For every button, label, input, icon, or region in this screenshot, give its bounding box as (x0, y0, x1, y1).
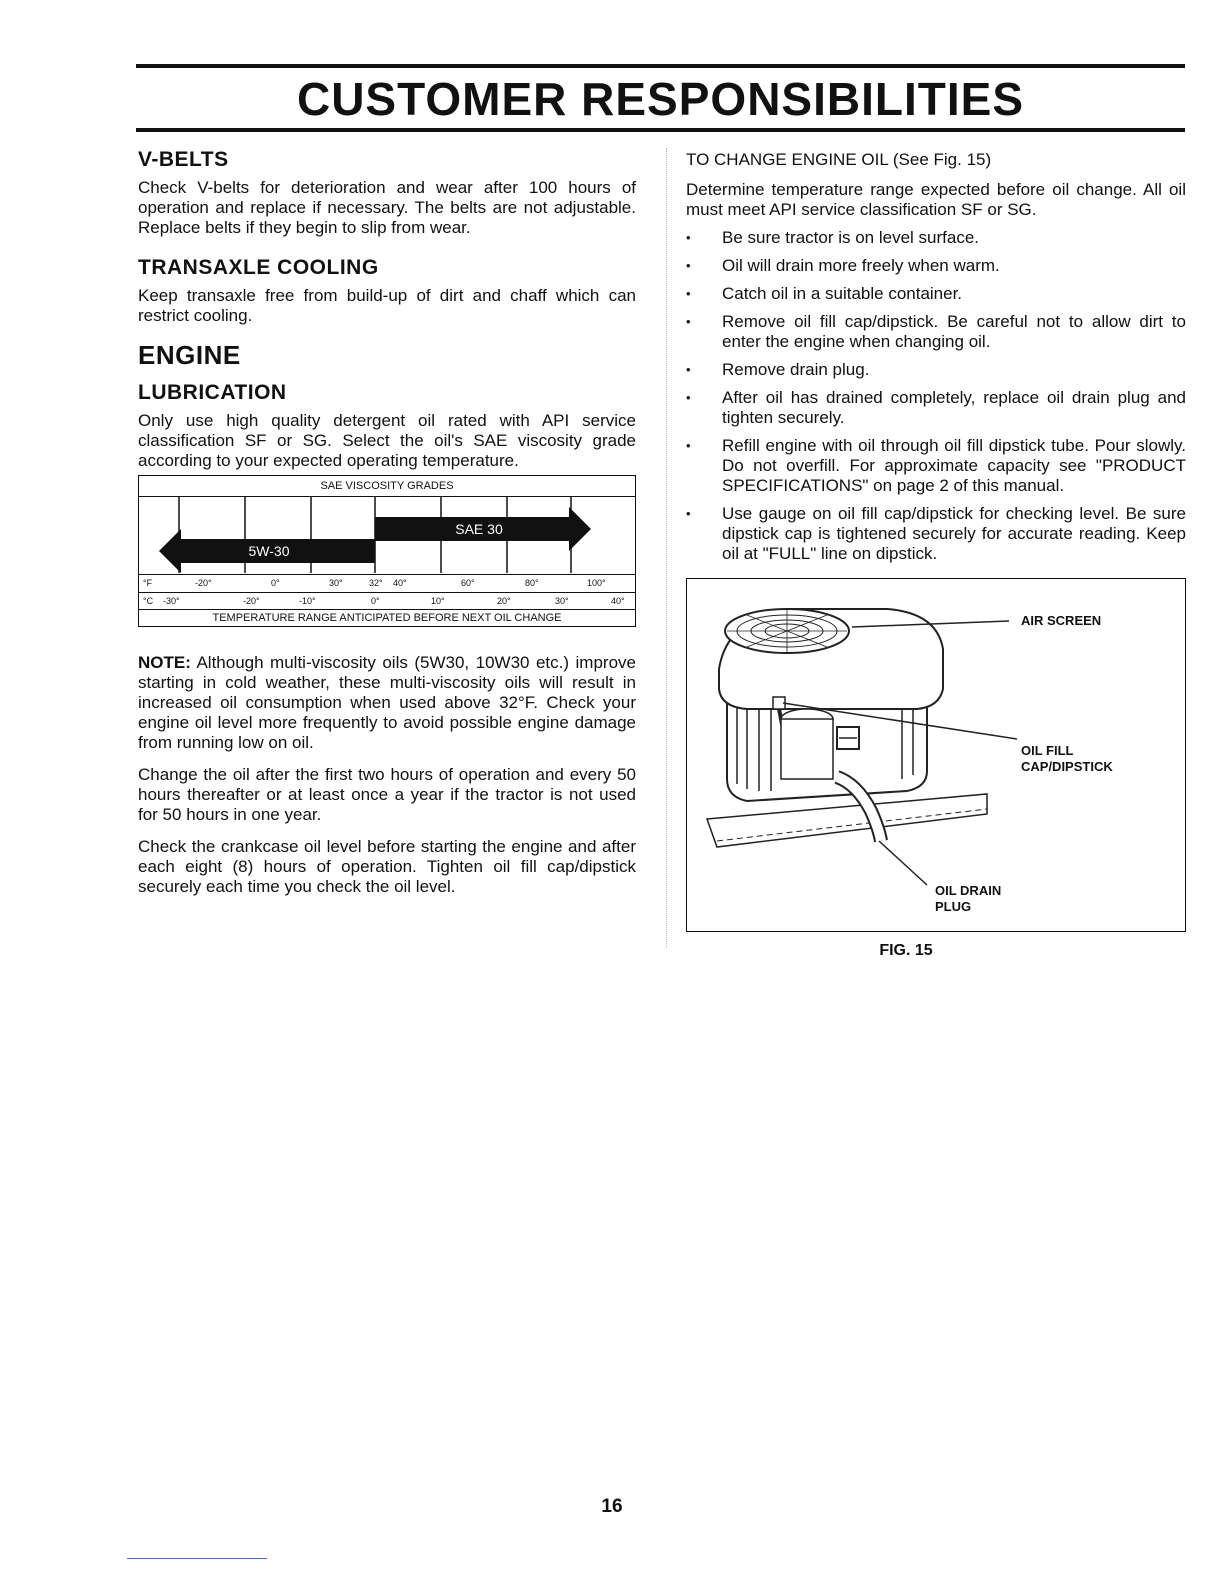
f-tick: 80° (525, 578, 539, 588)
change-oil-paragraph: Change the oil after the first two hours of operation and every 50 hours thereafter or at least once a year if the tractor is not used for 50 hours in one year. (138, 765, 636, 824)
list-item: • After oil has drained completely, replace oil drain plug and tighten securely. (686, 388, 1186, 428)
title-rule (136, 128, 1185, 132)
c-tick: -10° (299, 596, 316, 606)
transaxle-text: Keep transaxle free from build-up of dirt and chaff which can restrict cooling. (138, 286, 636, 325)
drain-plug-leader (879, 841, 927, 885)
vbelts-text: Check V-belts for deterioration and wear after 100 hours of operation and replace if necessary. The belts are not adjustable. Replace belts if they begin to slip from wear. (138, 178, 636, 237)
top-rule (136, 64, 1185, 68)
note-label: NOTE: (138, 653, 191, 672)
c-tick: -30° (163, 596, 180, 606)
c-unit: °C (143, 596, 154, 606)
c-tick: 30° (555, 596, 569, 606)
footer-line (127, 1558, 267, 1559)
transaxle-heading: TRANSAXLE COOLING (138, 256, 379, 279)
celsius-row (139, 592, 635, 610)
oil-drain-label-line2: PLUG (935, 899, 972, 914)
f-tick: 30° (329, 578, 343, 588)
f-tick: -20° (195, 578, 212, 588)
c-tick: 10° (431, 596, 445, 606)
fahrenheit-row (139, 574, 635, 592)
list-item: • Refill engine with oil through oil fill dipstick tube. Pour slowly. Do not overfill. For approximate capacity see "PRODUCT SPECIFICATIONS" on page 2 of this manual. (686, 436, 1186, 496)
list-item: • Remove drain plug. (686, 360, 1186, 380)
engine-figure (686, 578, 1186, 932)
list-item: • Use gauge on oil fill cap/dipstick for checking level. Be sure dipstick cap is tightened securely for accurate reading. Keep oil at "FULL" line on dipstick. (686, 504, 1186, 564)
note-paragraph (138, 653, 636, 753)
viscosity-bars (139, 497, 635, 573)
left-column (138, 148, 636, 909)
change-oil-intro: Determine temperature range expected before oil change. All oil must meet API service classification SF or SG. (686, 180, 1186, 219)
viscosity-chart-title: SAE VISCOSITY GRADES (139, 476, 635, 497)
5w30-label: 5W-30 (248, 543, 290, 559)
page-title: CUSTOMER RESPONSIBILITIES (296, 73, 1025, 125)
f-tick: 32° (369, 578, 383, 588)
change-oil-heading: TO CHANGE ENGINE OIL (See Fig. 15) (686, 150, 992, 169)
list-item: • Catch oil in a suitable container. (686, 284, 1186, 304)
lubrication-text: Only use high quality detergent oil rated with API service classification SF or SG. Select the oil's SAE viscosity grade according to your expected operating temperature. (138, 411, 636, 470)
oil-fill-label (1021, 743, 1113, 775)
c-tick: 40° (611, 596, 625, 606)
c-tick: 20° (497, 596, 511, 606)
page-number: 16 (601, 1496, 623, 1517)
oil-fill-label-line1: OIL FILL (1021, 743, 1074, 758)
f-tick: 60° (461, 578, 475, 588)
engine-heading: ENGINE (138, 340, 241, 370)
f-tick: 100° (587, 578, 606, 588)
viscosity-chart-footer: TEMPERATURE RANGE ANTICIPATED BEFORE NEXT OIL CHANGE (139, 609, 635, 626)
figure-caption: FIG. 15 (879, 942, 933, 959)
note-text: Although multi-viscosity oils (5W30, 10W30 etc.) improve starting in cold weather, these multi-viscosity oils will result in increased oil consumption when used above 32°F. Check your engine oil level more frequently to avoid possible engine damage from running low on oil. (138, 653, 636, 752)
oil-drain-label (935, 883, 1001, 915)
c-tick: 0° (371, 596, 380, 606)
list-item: • Be sure tractor is on level surface. (686, 228, 1186, 248)
column-divider (666, 148, 667, 948)
c-tick: -20° (243, 596, 260, 606)
f-tick: 0° (271, 578, 280, 588)
f-unit: °F (143, 578, 153, 588)
change-oil-steps (686, 228, 1186, 564)
viscosity-chart (138, 475, 636, 627)
lubrication-heading: LUBRICATION (138, 381, 287, 404)
list-item: • Oil will drain more freely when warm. (686, 256, 1186, 276)
sae30-label: SAE 30 (455, 521, 503, 537)
vbelts-heading: V-BELTS (138, 148, 229, 171)
check-oil-paragraph: Check the crankcase oil level before starting the engine and after each eight (8) hours of operation. Tighten oil fill cap/dipstick securely each time you check the oil level. (138, 837, 636, 896)
oil-drain-label-line1: OIL DRAIN (935, 883, 1002, 898)
oil-fill-label-line2: CAP/DIPSTICK (1021, 759, 1113, 774)
f-tick: 40° (393, 578, 407, 588)
air-screen-label: AIR SCREEN (1021, 613, 1102, 628)
right-column (686, 148, 1186, 960)
list-item: • Remove oil fill cap/dipstick. Be careful not to allow dirt to enter the engine when changing oil. (686, 312, 1186, 352)
